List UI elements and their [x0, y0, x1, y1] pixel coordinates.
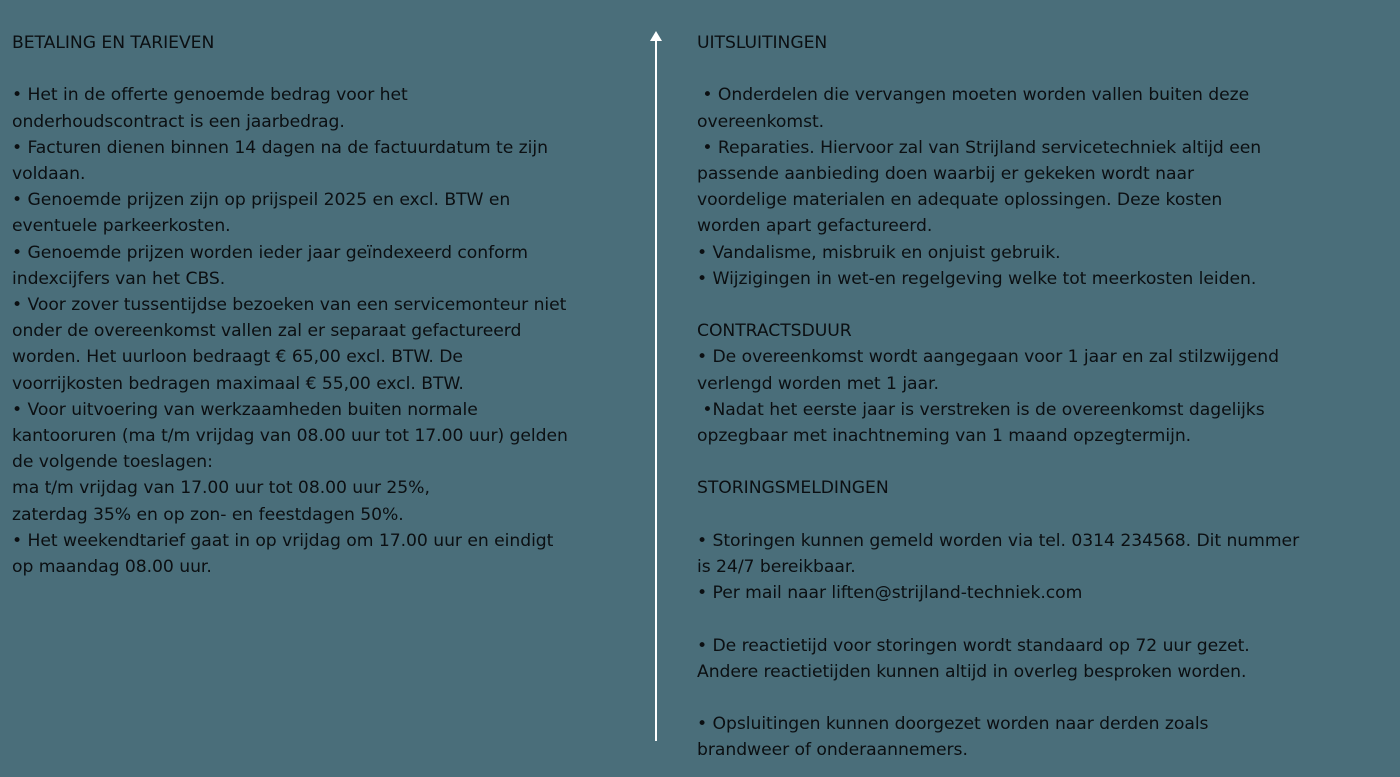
text-line — [697, 449, 1382, 475]
text-line: • Het weekendtarief gaat in op vrijdag om 17.00 uur en eindigt — [12, 530, 554, 551]
text-line — [697, 56, 1382, 82]
text-line: • Genoemde prijzen zijn op prijspeil 2025 en excl. BTW en — [12, 190, 511, 211]
text-line: eventuele parkeerkosten. — [12, 216, 231, 237]
text-line: voordelige materialen en adequate oplossingen. Deze kosten — [697, 190, 1223, 211]
section-heading-contractsduur: CONTRACTSDUUR — [697, 321, 852, 342]
text-line: voldaan. — [12, 164, 86, 184]
text-line: • De overeenkomst wordt aangegaan voor 1 jaar en zal stilzwijgend — [697, 347, 1279, 368]
text-line: passende aanbieding doen waarbij er gekeken wordt naar — [697, 164, 1194, 184]
column-divider — [655, 34, 657, 741]
text-line: op maandag 08.00 uur. — [12, 557, 212, 578]
text-line: Andere reactietijden kunnen altijd in overleg besproken worden. — [697, 661, 1247, 682]
text-line — [697, 606, 1382, 632]
text-line — [697, 685, 1382, 711]
right-column — [697, 30, 1382, 764]
text-line: onderhoudscontract is een jaarbedrag. — [12, 111, 345, 132]
left-column — [12, 30, 652, 580]
text-line: • Reparaties. Hiervoor zal van Strijland servicetechniek altijd een — [697, 137, 1262, 158]
text-line: • Storingen kunnen gemeld worden via tel. 0314 234568. Dit nummer — [697, 530, 1300, 551]
text-line: • Opsluitingen kunnen doorgezet worden naar derden zoals — [697, 714, 1209, 735]
text-line: • Genoemde prijzen worden ieder jaar geïndexeerd conform — [12, 242, 528, 263]
section-heading-uitsluitingen: UITSLUITINGEN — [697, 33, 828, 53]
text-line: ma t/m vrijdag van 17.00 uur tot 08.00 uur 25%, — [12, 478, 430, 499]
text-line: voorrijkosten bedragen maximaal € 55,00 excl. BTW. — [12, 373, 464, 394]
text-line: onder de overeenkomst vallen zal er separaat gefactureerd — [12, 321, 522, 342]
text-line: overeenkomst. — [697, 111, 825, 132]
text-line — [697, 502, 1382, 528]
text-line: worden apart gefactureerd. — [697, 216, 933, 237]
text-line: worden. Het uurloon bedraagt € 65,00 excl. BTW. De — [12, 347, 463, 368]
text-line: kantooruren (ma t/m vrijdag van 08.00 uur tot 17.00 uur) gelden — [12, 426, 568, 447]
text-line: zaterdag 35% en op zon- en feestdagen 50%. — [12, 504, 404, 525]
text-line: opzegbaar met inachtneming van 1 maand opzegtermijn. — [697, 426, 1192, 447]
text-line: • Voor uitvoering van werkzaamheden buiten normale — [12, 399, 478, 420]
text-line: de volgende toeslagen: — [12, 452, 213, 473]
text-line: is 24/7 bereikbaar. — [697, 557, 856, 577]
text-line: indexcijfers van het CBS. — [12, 268, 226, 289]
text-line: • Vandalisme, misbruik en onjuist gebruik. — [697, 242, 1061, 263]
section-heading-storingsmeldingen: STORINGSMELDINGEN — [697, 478, 889, 499]
text-line: brandweer of onderaannemers. — [697, 740, 968, 761]
text-line: •Nadat het eerste jaar is verstreken is de overeenkomst dagelijks — [697, 399, 1265, 420]
email-line: • Per mail naar liften@strijland-techniek.com — [697, 583, 1083, 604]
section-heading-betaling: BETALING EN TARIEVEN — [12, 33, 215, 53]
text-line: verlengd worden met 1 jaar. — [697, 373, 939, 394]
text-line: • Onderdelen die vervangen moeten worden vallen buiten deze — [697, 85, 1250, 106]
text-line: • Voor zover tussentijdse bezoeken van een servicemonteur niet — [12, 295, 567, 316]
text-line: • Facturen dienen binnen 14 dagen na de factuurdatum te zijn — [12, 137, 548, 158]
text-line — [697, 292, 1382, 318]
text-line — [12, 56, 652, 82]
text-line: • Wijzigingen in wet-en regelgeving welke tot meerkosten leiden. — [697, 268, 1257, 289]
text-line: • Het in de offerte genoemde bedrag voor het — [12, 85, 408, 106]
text-line: • De reactietijd voor storingen wordt standaard op 72 uur gezet. — [697, 635, 1250, 656]
